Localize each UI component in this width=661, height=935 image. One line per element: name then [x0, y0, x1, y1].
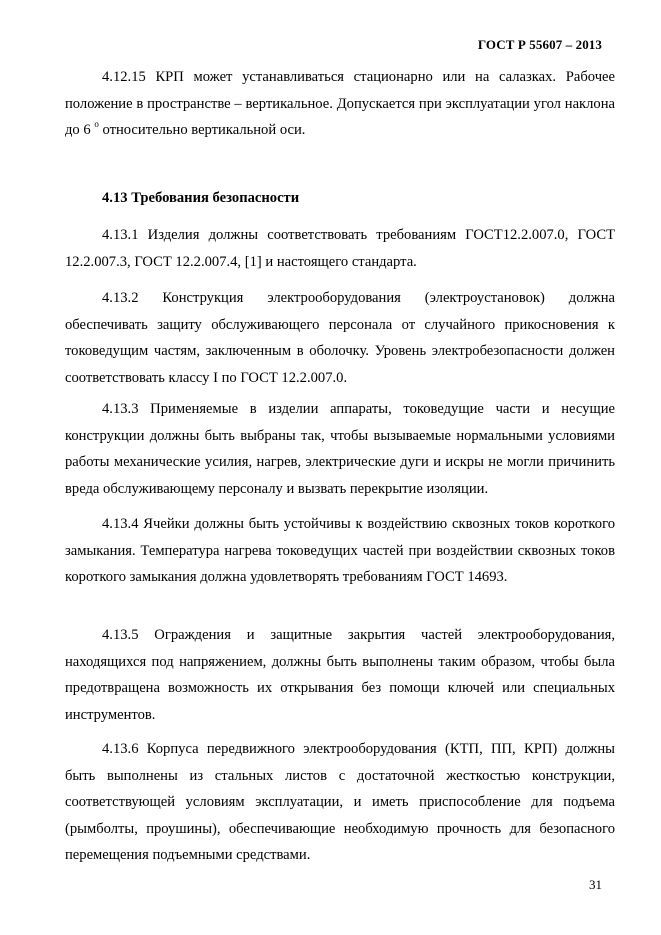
paragraph-text: 4.13.4 Ячейки должны быть устойчивы к воздействию сквозных токов короткого замыкания. Температура нагрева токоведущих частей при воздействии сквозных токов короткого замыкания должна удовлетворять требованиям ГОСТ 14693. [65, 516, 615, 585]
document-header: ГОСТ Р 55607 – 2013 [477, 37, 602, 52]
degree-superscript: о [94, 119, 99, 129]
paragraph-text-end: относительно вертикальной оси. [98, 122, 306, 138]
paragraph-4-13-6 [65, 736, 615, 869]
paragraph-4-12-15 [65, 64, 615, 144]
paragraph-text: 4.13.6 Корпуса передвижного электрооборудования (КТП, ПП, КРП) должны быть выполнены из стальных листов с достаточной жесткостью конструкции, соответствующей условиям эксплуатации, и иметь приспособление для подъема (рымболты, проушины), обеспечивающие необходимую прочность для безопасного перемещения подъемными средствами. [65, 741, 615, 863]
paragraph-text: 4.13.1 Изделия должны соответствовать требованиям ГОСТ12.2.007.0, ГОСТ 12.2.007.3, ГОСТ 12.2.007.4, [1] и настоящего стандарта. [65, 227, 615, 270]
paragraph-text: 4.13.3 Применяемые в изделии аппараты, токоведущие части и несущие конструкции должны быть выбраны так, чтобы вызываемые нормальными условиями работы механические усилия, нагрев, электрические дуги и искры не могли причинить вреда обслуживающему персоналу и вызвать перекрытие изоляции. [65, 401, 615, 497]
paragraph-text: 4.12.15 КРП может устанавливаться стационарно или на салазках. Рабочее положение в пространстве – вертикальное. Допускается при эксплуатации угол наклона до 6 [65, 69, 615, 138]
page-number: 31 [589, 877, 602, 892]
paragraph-4-13-4 [65, 511, 615, 591]
paragraph-text: 4.13.5 Ограждения и защитные закрытия частей электрооборудования, находящихся под напряжением, должны быть выполнены таким образом, чтобы была предотвращена возможность их открывания без помощи ключей или специальных инструментов. [65, 627, 615, 723]
section-title: 4.13 Требования безопасности [102, 190, 300, 206]
paragraph-4-13-2 [65, 285, 615, 391]
paragraph-4-13-1 [65, 222, 615, 275]
paragraph-4-13-3 [65, 396, 615, 502]
paragraph-4-13-5 [65, 622, 615, 728]
paragraph-text: 4.13.2 Конструкция электрооборудования (электроустановок) должна обеспечивать защиту обслуживающего персонала от случайного прикосновения к токоведущим частям, заключенным в оболочку. Уровень электробезопасности должен соответствовать классу I по ГОСТ 12.2.007.0. [65, 290, 615, 386]
